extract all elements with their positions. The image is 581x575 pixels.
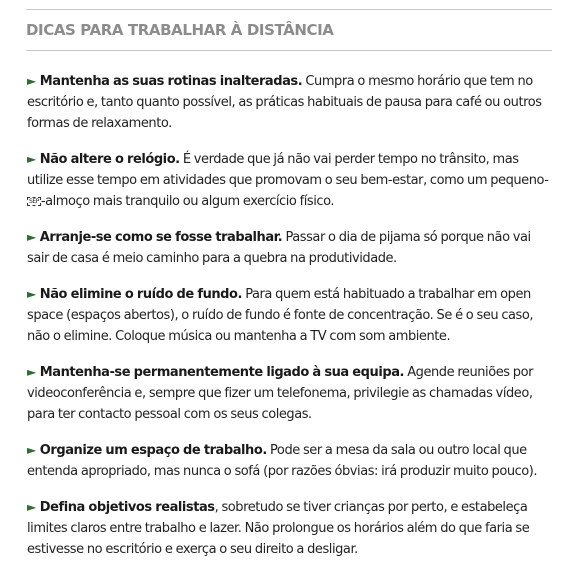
title-divider [26, 50, 552, 51]
tip-item [27, 497, 555, 560]
tip-item [27, 227, 555, 269]
separator-mark: SEP [29, 198, 39, 205]
tips-list [27, 71, 555, 575]
tip-text: Pode ser a mesa da sala ou outro local que entenda apropriado, mas nunca o sofá (por razões óbvias: irá produzir muito pouco). [27, 443, 538, 479]
arrow-icon: ► [27, 230, 36, 244]
tip-text: Passar o dia de pijama só porque não vai sair de casa é meio caminho para a quebra na produtividade. [27, 230, 531, 266]
tip-item [27, 284, 555, 347]
tip-lead: Defina objetivos realistas [39, 500, 215, 515]
tip-text: , sobretudo se tiver crianças por perto, e estabeleça limites claros entre trabalho e lazer. Não prolongue os horários além do que faria se estivesse no escritório e exerça o seu direito a desligar. [27, 500, 530, 557]
tip-lead: Organize um espaço de trabalho. [39, 443, 267, 458]
arrow-icon: ► [27, 365, 36, 379]
arrow-icon: ► [27, 287, 36, 301]
tip-text: Para quem está habituado a trabalhar em open space (espaços abertos), o ruído de fundo é fonte de concentração. Se é o seu caso, não o elimine. Coloque música ou mantenha a TV com som ambiente. [27, 287, 534, 344]
top-divider [26, 9, 552, 10]
tip-lead: Não elimine o ruído de fundo. [39, 287, 243, 302]
tip-item [27, 71, 555, 134]
tip-text: Agende reuniões por videoconferência e, sempre que fizer um telefonema, privilegie as chamadas vídeo, para ter contacto pessoal com os seus colegas. [27, 365, 533, 422]
page-title: DICAS PARA TRABALHAR À DISTÂNCIA [26, 21, 334, 39]
arrow-icon: ► [27, 74, 36, 88]
tip-lead: Arranje-se como se fosse trabalhar. [39, 230, 283, 245]
tip-lead: Mantenha as suas rotinas inalteradas. [39, 74, 303, 89]
tip-text: É verdade que já não vai perder tempo no trânsito, mas utilize esse tempo em atividades que promovam o seu bem-estar, como um pequeno- [27, 152, 549, 188]
arrow-icon: ► [27, 152, 36, 166]
tip-item [27, 362, 555, 425]
arrow-icon: ► [27, 500, 36, 514]
tip-lead: Não altere o relógio. [39, 152, 180, 167]
tip-lead: Mantenha-se permanentemente ligado à sua equipa. [39, 365, 405, 380]
arrow-icon: ► [27, 443, 36, 457]
tip-text-continued: -almoço mais tranquilo ou algum exercício físico. [40, 194, 335, 209]
tip-item [27, 149, 555, 212]
tip-item [27, 440, 555, 482]
tip-text: Cumpra o mesmo horário que tem no escritório e, tanto quanto possível, as práticas habituais de pausa para café ou outros formas de relaxamento. [27, 74, 542, 131]
